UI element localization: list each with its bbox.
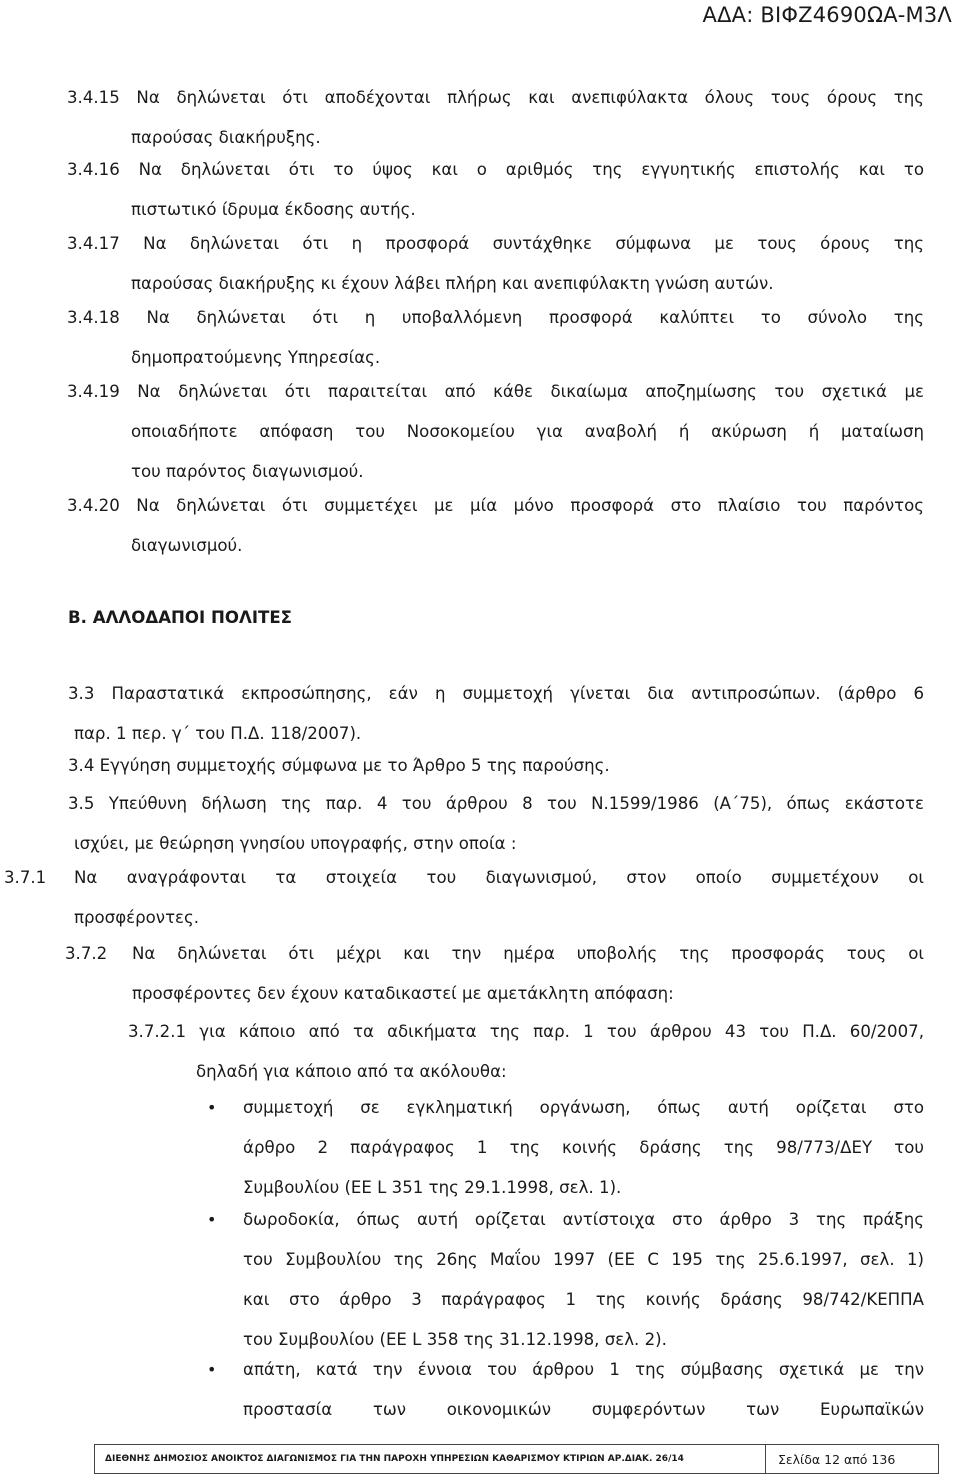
- clause-line: 3.4.18 Να δηλώνεται ότι η υποβαλλόμενη προσφορά καλύπτει το σύνολο της: [67, 308, 924, 327]
- item-line: προσφέροντες.: [74, 908, 200, 927]
- clause-3-4-15: [67, 78, 924, 158]
- item-number: 3.7.2: [65, 944, 108, 963]
- bullet-line: Συμβουλίου (ΕΕ L 351 της 29.1.1998, σελ. 1).: [243, 1178, 622, 1197]
- item-line: 3.7.2.1 για κάποιο από τα αδικήματα της παρ. 1 του άρθρου 43 του Π.Δ. 60/2007,: [128, 1022, 924, 1041]
- clause-3-4-19: [67, 372, 924, 492]
- clause-line: 3.4.15 Να δηλώνεται ότι αποδέχονται πλήρως και ανεπιφύλακτα όλους τους όρους της: [67, 88, 924, 107]
- bullet-line: και στο άρθρο 3 παράγραφος 1 της κοινής δράσης 98/742/ΚΕΠΠΑ: [243, 1290, 924, 1309]
- clause-line: δημοπρατούμενης Υπηρεσίας.: [131, 348, 381, 367]
- ada-header: ΑΔΑ: ΒΙΦΖ4690ΩΑ-Μ3Λ: [702, 3, 952, 27]
- page-footer: [94, 1444, 939, 1474]
- clause-line: του παρόντος διαγωνισμού.: [131, 462, 364, 481]
- item-line: Να δηλώνεται ότι μέχρι και την ημέρα υποβολής της προσφοράς τους οι: [132, 944, 924, 963]
- bullet-line: • δωροδοκία, όπως αυτή ορίζεται αντίστοιχα στο άρθρο 3 της πράξης: [243, 1210, 924, 1229]
- clause-3-4-17: [67, 224, 924, 304]
- clause-line: 3.4.17 Να δηλώνεται ότι η προσφορά συντάχθηκε σύμφωνα με τους όρους της: [67, 234, 924, 253]
- clause-3-4-16: [67, 150, 924, 230]
- bullet-line: • απάτη, κατά την έννοια του άρθρου 1 της σύμβασης σχετικά με την: [243, 1360, 924, 1379]
- page-number: Σελίδα 12 από 136: [778, 1451, 896, 1467]
- clause-line: πιστωτικό ίδρυμα έκδοσης αυτής.: [131, 200, 416, 219]
- item-3-7-2: [65, 934, 924, 1014]
- bullet-item: [243, 1350, 924, 1430]
- clause-line: 3.4.16 Να δηλώνεται ότι το ύψος και ο αριθμός της εγγυητικής επιστολής και το: [67, 160, 924, 179]
- clause-line: 3.4.20 Να δηλώνεται ότι συμμετέχει με μία μόνο προσφορά στο πλαίσιο του παρόντος: [67, 496, 924, 515]
- item-3-7-1: [4, 858, 924, 938]
- bullet-line: του Συμβουλίου της 26ης Μαΐου 1997 (ΕΕ C 195 της 25.6.1997, σελ. 1): [243, 1250, 924, 1269]
- bullet-item: [243, 1088, 924, 1208]
- item-line: 3.3 Παραστατικά εκπροσώπησης, εάν η συμμετοχή γίνεται δια αντιπροσώπων. (άρθρο 6: [68, 684, 924, 703]
- item-line: ισχύει, με θεώρηση γνησίου υπογραφής, στην οποία :: [74, 834, 517, 853]
- item-line: παρ. 1 περ. γ΄ του Π.Δ. 118/2007).: [74, 724, 362, 743]
- item-3-4: [68, 746, 924, 786]
- item-3-7-2-1: [128, 1012, 924, 1092]
- item-line: 3.5 Υπεύθυνη δήλωση της παρ. 4 του άρθρου 8 του Ν.1599/1986 (Α΄75), όπως εκάστοτε: [68, 794, 924, 813]
- clause-line: παρούσας διακήρυξης.: [131, 128, 321, 147]
- clause-3-4-20: [67, 486, 924, 566]
- item-line: προσφέροντες δεν έχουν καταδικαστεί με αμετάκλητη απόφαση:: [132, 984, 674, 1003]
- item-3-3: [68, 674, 924, 754]
- bullet-item: [243, 1200, 924, 1360]
- item-3-5: [68, 784, 924, 864]
- bullet-line: του Συμβουλίου (ΕΕ L 358 της 31.12.1998, σελ. 2).: [243, 1330, 667, 1349]
- item-line: Να αναγράφονται τα στοιχεία του διαγωνισμού, στον οποίο συμμετέχουν οι: [74, 868, 924, 887]
- clause-line: 3.4.19 Να δηλώνεται ότι παραιτείται από κάθε δικαίωμα αποζημίωσης του σχετικά με: [67, 382, 924, 401]
- section-b-title: Β. ΑΛΛΟΔΑΠΟΙ ΠΟΛΙΤΕΣ: [68, 608, 292, 627]
- clause-line: διαγωνισμού.: [131, 536, 243, 555]
- clause-line: οποιαδήποτε απόφαση του Νοσοκομείου για αναβολή ή ακύρωση ή ματαίωση: [131, 422, 924, 441]
- clause-3-4-18: [67, 298, 924, 378]
- item-line: δηλαδή για κάποιο από τα ακόλουθα:: [196, 1062, 507, 1081]
- bullet-line: προστασία των οικονομικών συμφερόντων των Ευρωπαϊκών: [243, 1400, 924, 1419]
- item-line: 3.4 Εγγύηση συμμετοχής σύμφωνα με το Άρθρο 5 της παρούσης.: [68, 756, 610, 775]
- bullet-line: άρθρο 2 παράγραφος 1 της κοινής δράσης της 98/773/ΔΕΥ του: [243, 1138, 924, 1157]
- bullet-line: • συμμετοχή σε εγκληματική οργάνωση, όπως αυτή ορίζεται στο: [243, 1098, 924, 1117]
- footer-title: ΔΙΕΘΝΗΣ ΔΗΜΟΣΙΟΣ ΑΝΟΙΚΤΟΣ ΔΙΑΓΩΝΙΣΜΟΣ ΓΙΑ ΤΗΝ ΠΑΡΟΧΗ ΥΠΗΡΕΣΙΩΝ ΚΑΘΑΡΙΣΜΟΥ ΚΤΙΡΙΩΝ ΑΡ.ΔΙΑΚ. 26/14: [105, 1454, 684, 1464]
- clause-line: παρούσας διακήρυξης κι έχουν λάβει πλήρη και ανεπιφύλακτη γνώση αυτών.: [131, 274, 774, 293]
- item-number: 3.7.1: [4, 868, 47, 887]
